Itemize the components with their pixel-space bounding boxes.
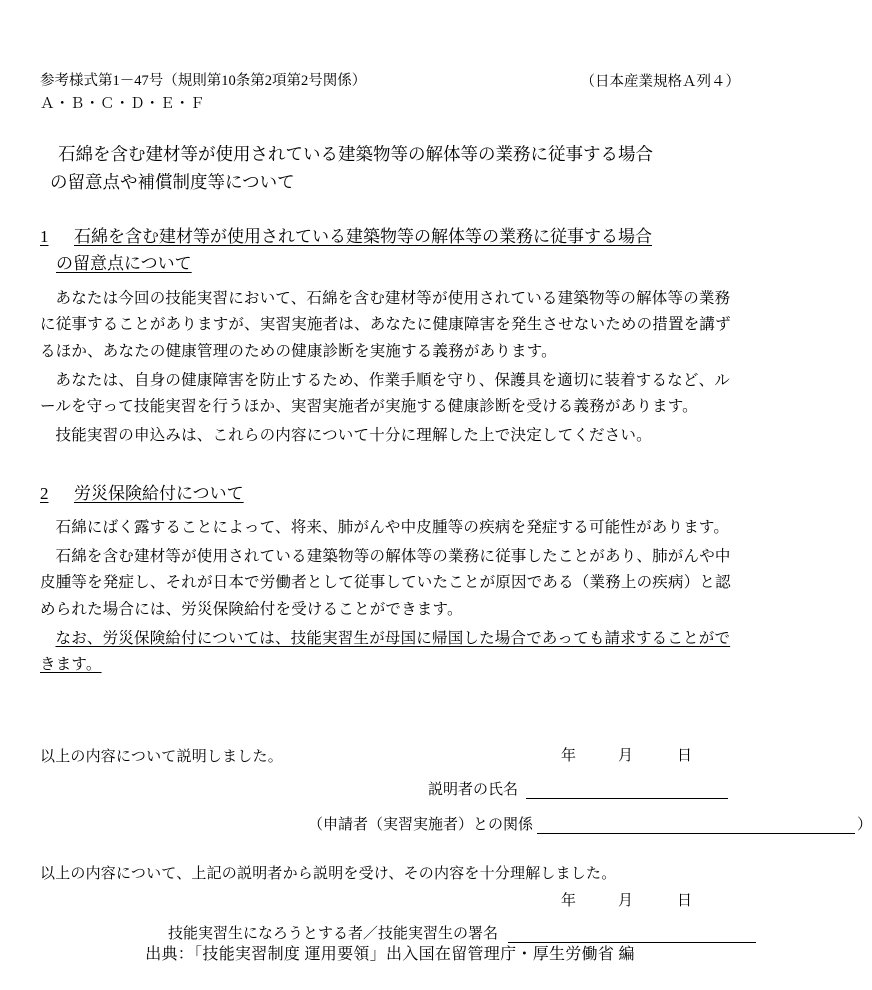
section-2-heading	[40, 480, 740, 508]
trainee-date-row	[40, 889, 740, 910]
page-title-line2: の留意点や補償制度等について	[50, 172, 295, 193]
form-letters: Ａ・Ｂ・Ｃ・Ｄ・Ｅ・Ｆ	[40, 96, 205, 113]
trainee-date-year-label: 年	[560, 893, 576, 910]
source-note: 出典：「技能実習制度 運用要領」出入国在留管理庁・厚生労働省 編	[145, 946, 635, 963]
section-1	[40, 223, 740, 450]
trainee-date-month-label: 月	[617, 893, 633, 910]
paper-size-note: （日本産業規格Ａ列４）	[580, 74, 740, 90]
relation-label: （申請者（実習実施者）との関係	[308, 817, 534, 834]
section-1-paragraph-2: あなたは、自身の健康障害を防止するため、作業手順を守り、保護具を適切に装着するなど、ルールを守って技能実習を行うほか、実習実施者が実施する健康診断を受ける義務があります。	[40, 371, 730, 416]
section-1-paragraph-1: あなたは今回の技能実習において、石綿を含む建材等が使用されている建築物等の解体等の業務に従事することがありますが、実習実施者は、あなたに健康障害を発生させないための措置を講ずるほか、あなたの健康管理のための健康診断を実施する義務があります。	[40, 289, 731, 360]
relation-input[interactable]	[537, 816, 855, 834]
section-1-number: 1	[40, 226, 49, 246]
explainer-name-label: 説明者の氏名	[428, 782, 519, 799]
section-2-heading-line1: 労災保険給付について	[74, 483, 244, 503]
section-2	[40, 480, 740, 679]
explainer-date-year-label: 年	[560, 748, 576, 765]
section-1-heading-line1: 石綿を含む建材等が使用されている建築物等の解体等の業務に従事する場合	[74, 226, 652, 246]
explainer-date-day-label: 日	[676, 748, 692, 765]
section-1-heading-line2: の留意点について	[56, 254, 192, 274]
explainer-date-month-label: 月	[617, 748, 633, 765]
document-header	[40, 70, 740, 116]
section-2-paragraph-2: 石綿を含む建材等が使用されている建築物等の解体等の業務に従事したことがあり、肺がんや中皮腫等を発症し、それが日本で労働者として従事していたことが原因である（業務上の疾病）と認められた場合には、労災保険給付を受けることができます。	[40, 547, 731, 619]
page-title	[40, 140, 740, 197]
section-1-paragraph-3: 技能実習の申込みは、これらの内容について十分に理解した上で決定してください。	[55, 426, 652, 444]
explainer-name-row	[40, 778, 740, 799]
explainer-date-row	[40, 744, 740, 764]
explainer-statement: 以上の内容について説明しました。	[40, 749, 283, 766]
page-title-line1: 石綿を含む建材等が使用されている建築物等の解体等の業務に従事する場合	[58, 143, 653, 164]
form-number: 参考様式第1－47号（規則第10条第2項第2号関係）	[40, 73, 367, 89]
form-identifier-block	[40, 70, 366, 116]
relation-paren-close: ）	[857, 817, 872, 834]
trainee-date-day-label: 日	[676, 893, 692, 910]
section-1-heading	[40, 223, 740, 278]
explainer-name-input[interactable]	[526, 781, 728, 799]
relation-row	[40, 813, 872, 834]
section-2-paragraph-3: なお、労災保険給付については、技能実習生が母国に帰国した場合であっても請求することができます。	[40, 629, 731, 674]
trainee-signature-row	[40, 922, 740, 943]
trainee-signature-label: 技能実習生になろうとする者／技能実習生の署名	[168, 926, 499, 943]
section-2-number: 2	[40, 483, 49, 503]
section-2-paragraph-1: 石綿にばく露することによって、将来、肺がんや中皮腫等の疾病を発症する可能性があります。	[55, 519, 730, 537]
signature-block	[40, 745, 872, 943]
trainee-statement: 以上の内容について、上記の説明者から説明を受け、その内容を十分理解しました。	[40, 866, 617, 883]
